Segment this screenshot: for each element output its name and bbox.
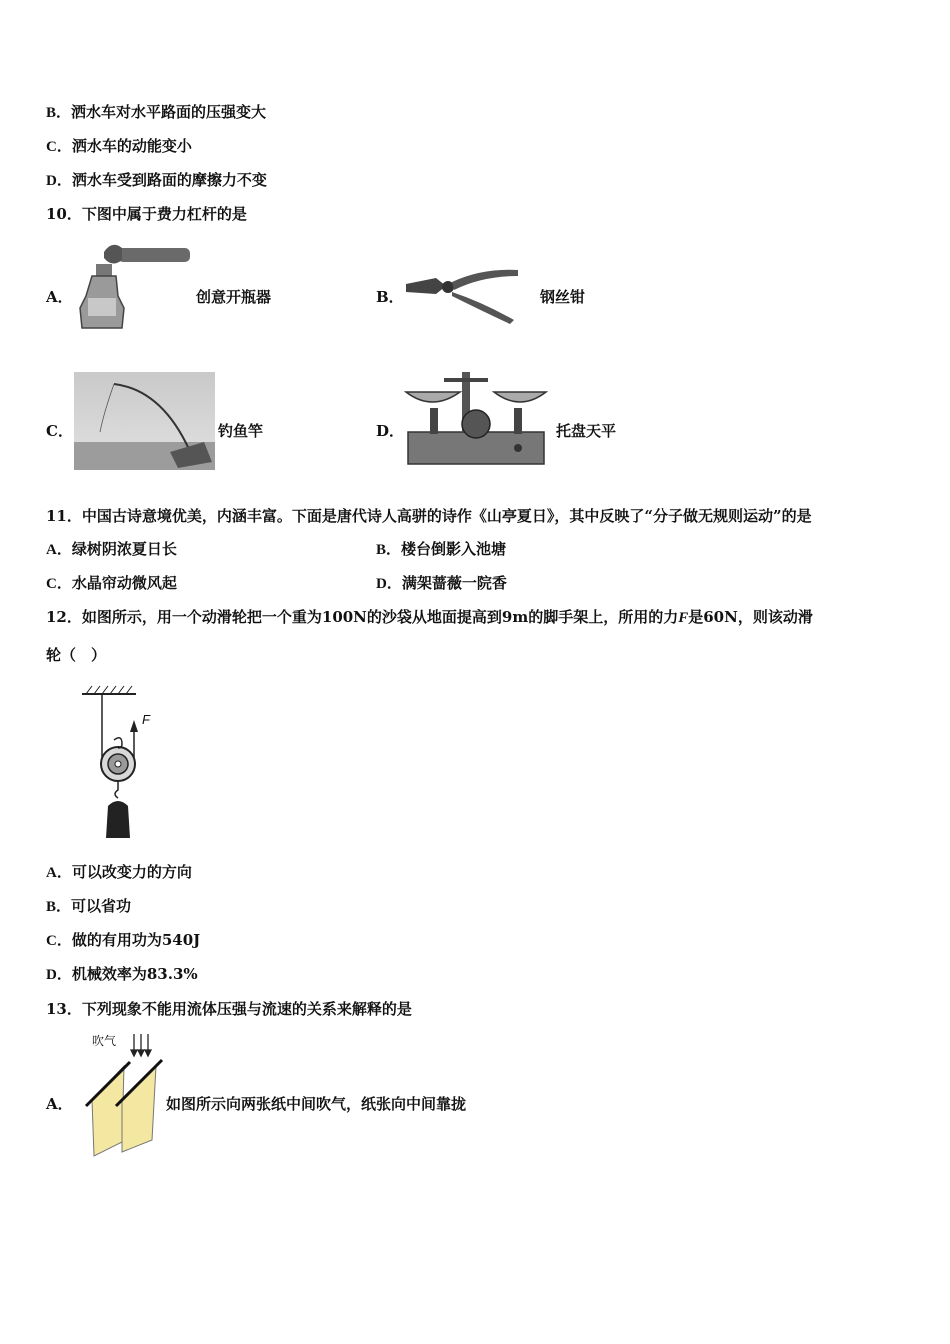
q12-option-b: B．可以省功	[46, 897, 132, 915]
paper-drawing	[78, 1030, 170, 1160]
blow-label: 吹气	[92, 1034, 117, 1048]
q13-stem: 13．下列现象不能用流体压强与流速的关系来解释的是	[46, 1000, 412, 1018]
q11-option-c: C．水晶帘动微风起	[46, 574, 177, 592]
q11-stem: 11．中国古诗意境优美，内涵丰富。下面是唐代诗人高骈的诗作《山亭夏日》，其中反映了“分子做无规则运动”的是	[46, 507, 812, 525]
pliers-image	[402, 262, 522, 326]
q12-stem-line2: 轮（ ）	[46, 646, 107, 664]
q11-option-d: D．满架蔷薇一院香	[376, 574, 507, 592]
force-label: F	[142, 712, 150, 727]
q9-option-c: C．洒水车的动能变小	[46, 137, 192, 155]
q12-option-d: D．机械效率为83.3%	[46, 965, 198, 983]
q10-option-a-label: A．	[46, 288, 73, 306]
q10-option-c-caption: 钓鱼竿	[218, 422, 264, 440]
q9-option-b: B．洒水车对水平路面的压强变大	[46, 103, 267, 121]
q10-option-b-caption: 钢丝钳	[540, 288, 586, 306]
q10-option-d-label: D．	[376, 422, 405, 440]
q10-stem: 10．下图中属于费力杠杆的是	[46, 205, 247, 223]
q13-option-a-label: A．	[46, 1095, 73, 1113]
paper-blow-diagram	[78, 1030, 170, 1160]
q13-option-a-text: 如图所示向两张纸中间吹气，纸张向中间靠拢	[166, 1095, 467, 1113]
q10-option-a-caption: 创意开瓶器	[196, 288, 272, 306]
balance-scale-image	[404, 368, 548, 470]
force-variable: F	[678, 610, 689, 626]
q11-option-b: B．楼台倒影入池塘	[376, 540, 507, 558]
q12-stem: 12．如图所示，用一个动滑轮把一个重为100N的沙袋从地面提高到9m的脚手架上，所用的力F是60N，则该动滑	[46, 608, 813, 626]
pulley-drawing	[78, 682, 168, 842]
fishing-rod-image	[74, 372, 215, 470]
q9-option-d: D．洒水车受到路面的摩擦力不变	[46, 171, 267, 189]
q10-option-b-label: B．	[376, 288, 404, 306]
q10-option-d-caption: 托盘天平	[556, 422, 617, 440]
bottle-opener-image	[74, 238, 194, 330]
q12-option-c: C．做的有用功为540J	[46, 931, 201, 949]
q10-option-c-label: C．	[46, 422, 73, 440]
q11-option-a: A．绿树阴浓夏日长	[46, 540, 177, 558]
q12-option-a: A．可以改变力的方向	[46, 863, 192, 881]
pulley-diagram	[78, 682, 168, 842]
